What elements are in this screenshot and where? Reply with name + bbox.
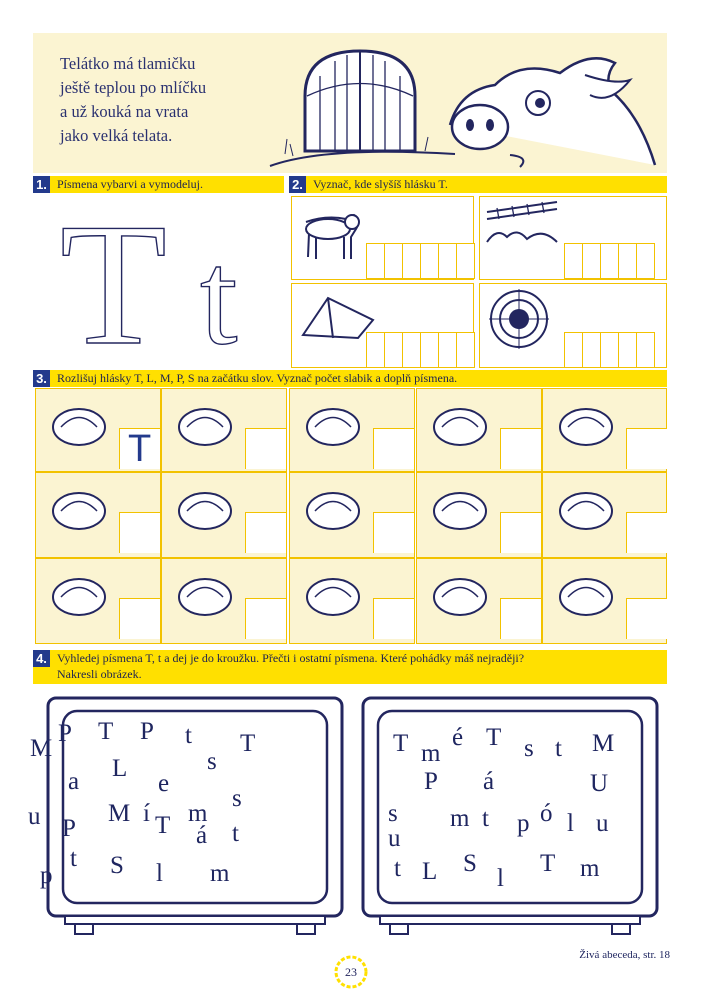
lion-icon [550, 396, 622, 458]
task-text: Vyznač, kde slyšíš hlásku T. [313, 177, 448, 191]
tv-letter: í [143, 800, 150, 827]
tv-letter: t [394, 855, 401, 882]
tv-letter: m [580, 855, 600, 882]
tv-letter: á [483, 768, 495, 795]
tv-letter: M [592, 730, 615, 757]
tv-letter: a [68, 768, 80, 795]
task2-bar [289, 176, 667, 193]
tv-letter: m [188, 800, 208, 827]
tv-letter: P [62, 815, 76, 842]
tv-letter: t [232, 820, 239, 847]
tv-letter: M [30, 735, 53, 762]
railway-icon [482, 197, 562, 247]
sound-grid[interactable] [366, 332, 475, 368]
pencil-icon [297, 480, 369, 542]
answer-box[interactable] [373, 598, 414, 639]
poem-line: jako velká telata. [60, 126, 173, 145]
task-text: Vyhledej písmena T, t a dej je do kroužku. Přečti i ostatní písmena. Které pohádky máš nejraději? [57, 651, 525, 665]
answer-box[interactable] [373, 512, 414, 553]
tent-icon [298, 290, 378, 345]
tv-letter: P [424, 768, 438, 795]
bowl-icon [424, 396, 496, 458]
task-number: 4. [33, 650, 50, 667]
tv-letter: T [486, 724, 502, 751]
sound-grid[interactable] [564, 332, 655, 368]
tv-letter: S [110, 852, 124, 879]
tiger-icon [550, 480, 622, 542]
tv-letter: M [108, 800, 131, 827]
tv-letter: L [112, 755, 128, 782]
answer-box[interactable] [626, 428, 667, 469]
tv-letter: P [140, 718, 154, 745]
tv-icon [169, 566, 241, 628]
calf-icon [296, 197, 366, 267]
tv-letter: L [422, 858, 438, 885]
sound-grid[interactable] [366, 243, 475, 279]
tv-letter: t [482, 805, 489, 832]
poem-line: Telátko má tlamičku [60, 54, 196, 73]
answer-box[interactable] [500, 512, 541, 553]
filled-letter: T [128, 428, 152, 470]
tv-letter: s [388, 800, 398, 827]
answer-box[interactable] [245, 428, 286, 469]
tv-letter: s [232, 785, 242, 812]
tv-letter: m [210, 860, 230, 887]
poem-line: ještě teplou po mlíčku [60, 78, 207, 97]
outline-letter-t: t [200, 224, 238, 355]
big-letters [50, 195, 280, 355]
airplane-icon [43, 566, 115, 628]
book-reference: Živá abeceda, str. 18 [579, 949, 670, 961]
tv-letter: T [540, 850, 556, 877]
tv-letter: u [28, 803, 41, 830]
tv-letter: t [185, 722, 192, 749]
task1-bar [33, 176, 284, 193]
task3-bar [33, 370, 667, 387]
gate-icon [265, 36, 465, 171]
task-number: 1. [33, 176, 50, 193]
answer-box[interactable] [245, 512, 286, 553]
tv-letter: u [388, 825, 401, 852]
answer-box[interactable] [119, 512, 160, 553]
tv-letter: ó [540, 800, 553, 827]
target-icon [486, 286, 552, 352]
parrot-icon [297, 566, 369, 628]
saw-icon [169, 396, 241, 458]
page-number: 23 [345, 965, 357, 979]
tv-letter: t [70, 845, 77, 872]
task-text: Písmena vybarvi a vymodeluj. [57, 177, 203, 191]
answer-box[interactable] [500, 598, 541, 639]
answer-box[interactable] [500, 428, 541, 469]
answer-box[interactable] [245, 598, 286, 639]
watermelon-icon [43, 480, 115, 542]
thermometer-icon [43, 396, 115, 458]
task-number: 3. [33, 370, 50, 387]
tv-letter: T [240, 730, 256, 757]
tv-letter: p [517, 810, 530, 837]
answer-box[interactable] [373, 428, 414, 469]
tv-letter: é [452, 724, 464, 751]
tv-letter: s [207, 748, 217, 775]
calf-small-icon [424, 566, 496, 628]
tv-letter: P [58, 720, 72, 747]
tv-letter: m [450, 805, 470, 832]
tv-letter: u [596, 810, 609, 837]
poem [60, 52, 206, 148]
tv-letter: S [463, 850, 477, 877]
answer-box[interactable] [626, 598, 667, 639]
calf-icon [440, 45, 665, 170]
answer-box[interactable] [626, 512, 667, 553]
sun-icon [297, 396, 369, 458]
tulip-icon [169, 480, 241, 542]
tv-letter: T [155, 812, 171, 839]
tv-letter: l [497, 865, 504, 892]
poem-line: a už kouká na vrata [60, 102, 189, 121]
tv-letter: l [567, 810, 574, 837]
outline-letter-T: T [60, 195, 167, 355]
tv-letter: s [524, 735, 534, 762]
tv-letter: U [590, 770, 609, 797]
answer-box[interactable] [119, 598, 160, 639]
tv-letter: t [555, 735, 562, 762]
tv-letter: p [40, 862, 53, 889]
task-text-line2: Nakresli obrázek. [57, 667, 142, 681]
axe-icon [424, 480, 496, 542]
task-number: 2. [289, 176, 306, 193]
tv-letter: m [421, 740, 441, 767]
sound-grid[interactable] [564, 243, 655, 279]
task4-bar [33, 650, 667, 684]
tv-letter: e [158, 770, 170, 797]
tv-letter: l [156, 860, 163, 887]
tv-letter: T [98, 718, 114, 745]
tv-letter: á [196, 822, 208, 849]
task-text: Rozlišuj hlásky T, L, M, P, S na začátku slov. Vyznač počet slabik a doplň písmena. [57, 371, 458, 385]
tv-letter: T [393, 730, 409, 757]
baby-icon [550, 566, 622, 628]
